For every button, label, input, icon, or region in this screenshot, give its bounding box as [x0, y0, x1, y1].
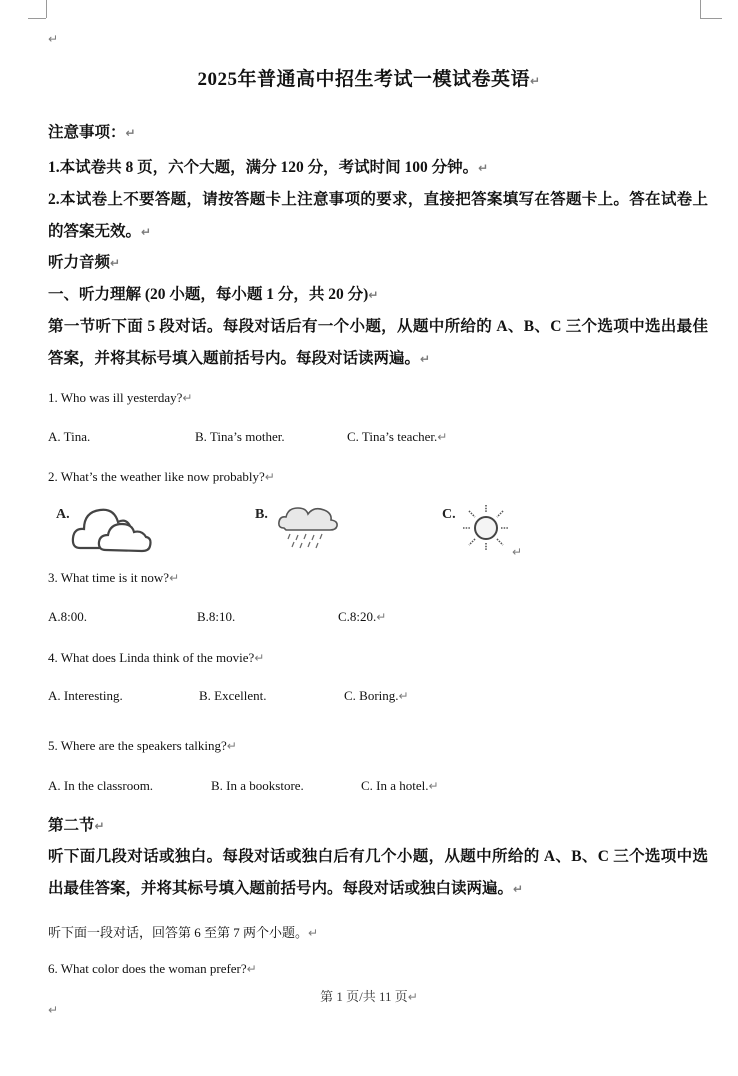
audio-label: 听力音频↵	[48, 254, 121, 271]
section2-sub-instruction: 听下面一段对话，回答第 6 至第 7 两个小题。↵	[48, 925, 319, 940]
question-3-stem: 3. What time is it now?↵	[48, 570, 180, 585]
question-5-option-a: A. In the classroom.	[48, 778, 154, 793]
cloudy-icon	[70, 500, 154, 556]
paragraph-mark: ↵	[48, 1003, 59, 1017]
question-2-stem: 2. What’s the weather like now probably?↵	[48, 469, 275, 484]
question-1-option-b: B. Tina’s mother.	[195, 429, 285, 444]
notice-item-1: 1.本试卷共 8 页，六个大题，满分 120 分，考试时间 100 分钟。↵	[48, 159, 489, 176]
crop-mark-top-left-h	[28, 18, 46, 19]
question-3-option-c: C.8:20.↵	[338, 609, 387, 624]
question-4-option-a: A. Interesting.	[48, 688, 123, 703]
question-6-stem: 6. What color does the woman prefer?↵	[48, 961, 257, 976]
question-4-option-b: B. Excellent.	[199, 688, 267, 703]
notice-heading: 注意事项：↵	[48, 124, 136, 141]
question-2-option-a-label: A.	[56, 507, 70, 522]
crop-mark-top-right-h	[700, 18, 722, 19]
paragraph-mark: ↵	[48, 32, 59, 46]
sunny-icon	[460, 502, 512, 554]
question-3-option-b: B.8:10.	[197, 609, 236, 624]
rainy-icon	[276, 502, 340, 552]
question-5-option-c: C. In a hotel.↵	[361, 778, 439, 793]
question-5-stem: 5. Where are the speakers talking?↵	[48, 738, 237, 753]
question-2-option-c-label: C.	[442, 507, 456, 522]
question-1-stem: 1. Who was ill yesterday?↵	[48, 390, 193, 405]
question-2-option-b-label: B.	[255, 507, 268, 522]
page-footer: 第 1 页/共 11 页↵	[320, 989, 418, 1004]
part1-heading: 一、听力理解 (20 小题，每小题 1 分，共 20 分)↵	[48, 286, 379, 303]
question-4-stem: 4. What does Linda think of the movie?↵	[48, 650, 265, 665]
section2-instruction: 听下面几段对话或独白。每段对话或独白后有几个小题，从题中所给的 A、B、C 三个选项中选出最佳答案，并将其标号填入题前括号内。每段对话或独白读两遍。↵	[48, 848, 708, 897]
section1-instruction: 第一节听下面 5 段对话。每段对话后有一个小题，从题中所给的 A、B、C 三个选项中选出最佳答案，并将其标号填入题前括号内。每段对话读两遍。↵	[48, 318, 708, 367]
notice-item-2: 2.本试卷上不要答题，请按答题卡上注意事项的要求，直接把答案填写在答题卡上。答在试卷上的答案无效。↵	[48, 191, 708, 240]
question-1-option-c: C. Tina’s teacher.↵	[347, 429, 448, 444]
question-5-option-b: B. In a bookstore.	[211, 778, 304, 793]
paragraph-mark: ↵	[512, 545, 523, 559]
question-4-option-c: C. Boring.↵	[344, 688, 409, 703]
question-3-option-a: A.8:00.	[48, 609, 87, 624]
crop-mark-top-left	[46, 0, 47, 18]
crop-mark-top-right	[700, 0, 701, 18]
question-1-option-a: A. Tina.	[48, 429, 91, 444]
section2-heading: 第二节↵	[48, 817, 105, 834]
document-title: 2025年普通高中招生考试一模试卷英语↵	[197, 69, 541, 90]
